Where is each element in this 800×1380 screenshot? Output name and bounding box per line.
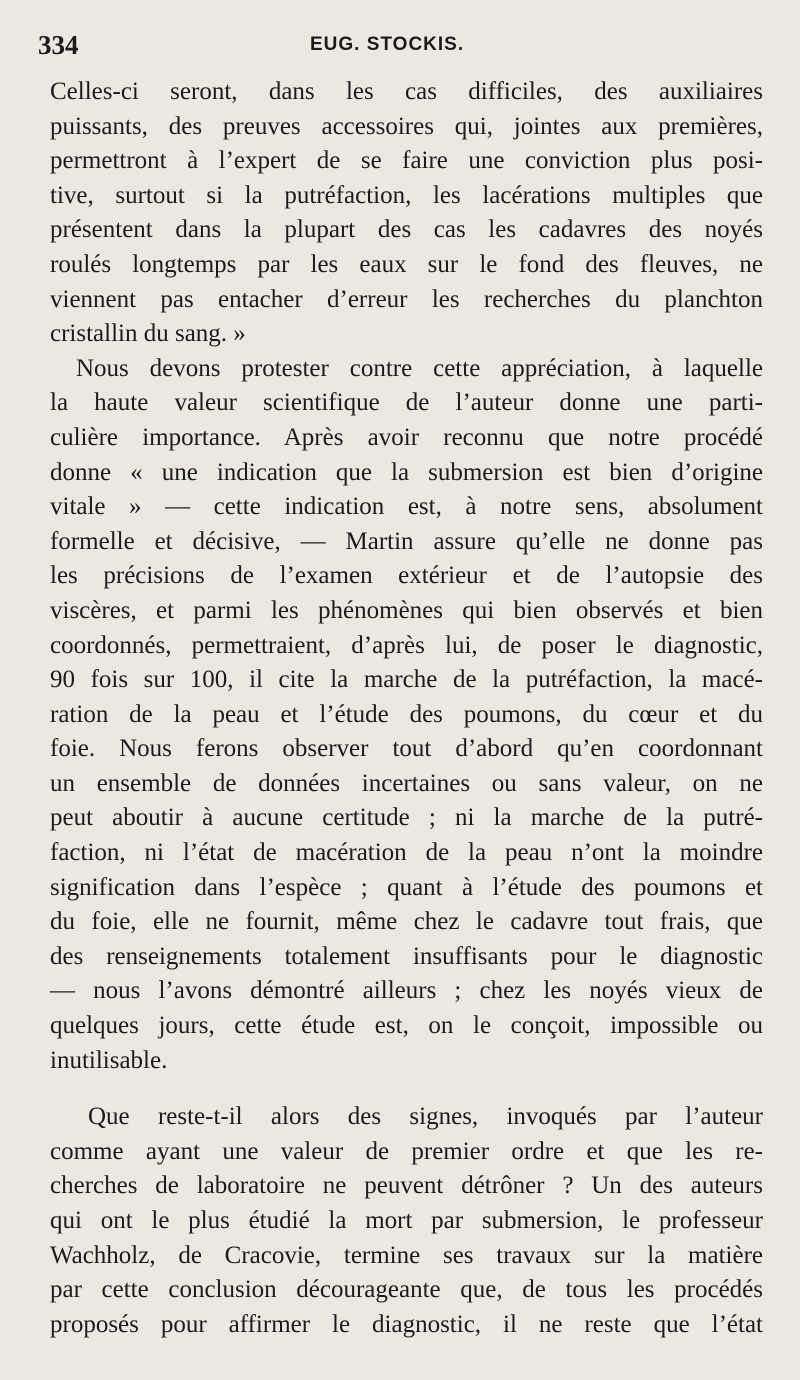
text-line: Celles-ci seront, dans les cas difficiles, des auxiliaires bbox=[50, 78, 763, 105]
text-line: foie. Nous ferons observer tout d’abord qu’en coordonnant bbox=[50, 735, 763, 763]
text-line: faction, ni l’état de macération de la peau n’ont la moindre bbox=[50, 839, 763, 867]
text-line: présentent dans la plupart des cas les cadavres des noyés bbox=[50, 216, 763, 244]
text-line: quelques jours, cette étude est, on le conçoit, impossible ou bbox=[50, 1012, 763, 1040]
text-line: des renseignements totalement insuffisants pour le diagnostic bbox=[50, 942, 763, 970]
text-line: Nous devons protester contre cette appréciation, à laquelle bbox=[76, 354, 763, 382]
page-number: 334 bbox=[38, 30, 79, 60]
text-line: culière importance. Après avoir reconnu que notre procédé bbox=[50, 423, 763, 451]
text-line: peut aboutir à aucune certitude ; ni la marche de la putré- bbox=[50, 804, 763, 832]
text-line: formelle et décisive, — Martin assure qu’elle ne donne pas bbox=[50, 527, 763, 555]
text-line: puissants, des preuves accessoires qui, jointes aux premières, bbox=[50, 112, 763, 140]
text-line: tive, surtout si la putréfaction, les lacérations multiples que bbox=[50, 181, 763, 209]
text-line: roulés longtemps par les eaux sur le fond des fleuves, ne bbox=[50, 250, 763, 278]
text-line: viennent pas entacher d’erreur les recherches du planchton bbox=[50, 285, 763, 313]
text-line: viscères, et parmi les phénomènes qui bien observés et bien bbox=[50, 596, 763, 624]
text-line: permettront à l’expert de se faire une conviction plus posi- bbox=[50, 147, 763, 175]
text-line: les précisions de l’examen extérieur et de l’autopsie des bbox=[50, 562, 763, 590]
paragraph-2 bbox=[50, 352, 763, 1078]
text-line: cristallin du sang. » bbox=[50, 320, 246, 348]
text-line: du foie, elle ne fournit, même chez le cadavre tout frais, que bbox=[50, 908, 763, 936]
text-line: ration de la peau et l’étude des poumons, du cœur et du bbox=[50, 700, 763, 728]
text-line: Wachholz, de Cracovie, termine ses travaux sur la matière bbox=[50, 1241, 763, 1269]
text-line: inutilisable. bbox=[50, 1046, 168, 1074]
text-line: — nous l’avons démontré ailleurs ; chez les noyés vieux de bbox=[50, 977, 763, 1005]
text-line: donne « une indication que la submersion est bien d’origine bbox=[50, 458, 763, 486]
text-line: proposés pour affirmer le diagnostic, il ne reste que l’état bbox=[50, 1310, 763, 1338]
text-line: la haute valeur scientifique de l’auteur donne une parti- bbox=[50, 389, 763, 417]
text-line: cherches de laboratoire ne peuvent détrôner ? Un des auteurs bbox=[50, 1172, 763, 1200]
running-head-author: EUG. STOCKIS. bbox=[310, 34, 465, 55]
text-line: par cette conclusion décourageante que, de tous les procédés bbox=[50, 1276, 763, 1304]
paragraph-3 bbox=[50, 1100, 763, 1342]
body-text bbox=[50, 75, 763, 1342]
text-line: Que reste-t-il alors des signes, invoqués par l’auteur bbox=[88, 1103, 763, 1131]
text-line: vitale » — cette indication est, à notre sens, absolument bbox=[50, 493, 763, 521]
text-line: coordonnés, permettraient, d’après lui, de poser le diagnostic, bbox=[50, 631, 763, 659]
text-line: un ensemble de données incertaines ou sans valeur, on ne bbox=[50, 769, 763, 797]
text-line: signification dans l’espèce ; quant à l’étude des poumons et bbox=[50, 873, 763, 901]
text-line: comme ayant une valeur de premier ordre et que les re- bbox=[50, 1137, 763, 1165]
text-line: qui ont le plus étudié la mort par submersion, le professeur bbox=[50, 1207, 763, 1234]
text-line: 90 fois sur 100, il cite la marche de la putréfaction, la macé- bbox=[50, 666, 763, 694]
paragraph-1 bbox=[50, 75, 763, 352]
running-head bbox=[38, 30, 768, 60]
paragraph-spacer bbox=[50, 1078, 763, 1100]
